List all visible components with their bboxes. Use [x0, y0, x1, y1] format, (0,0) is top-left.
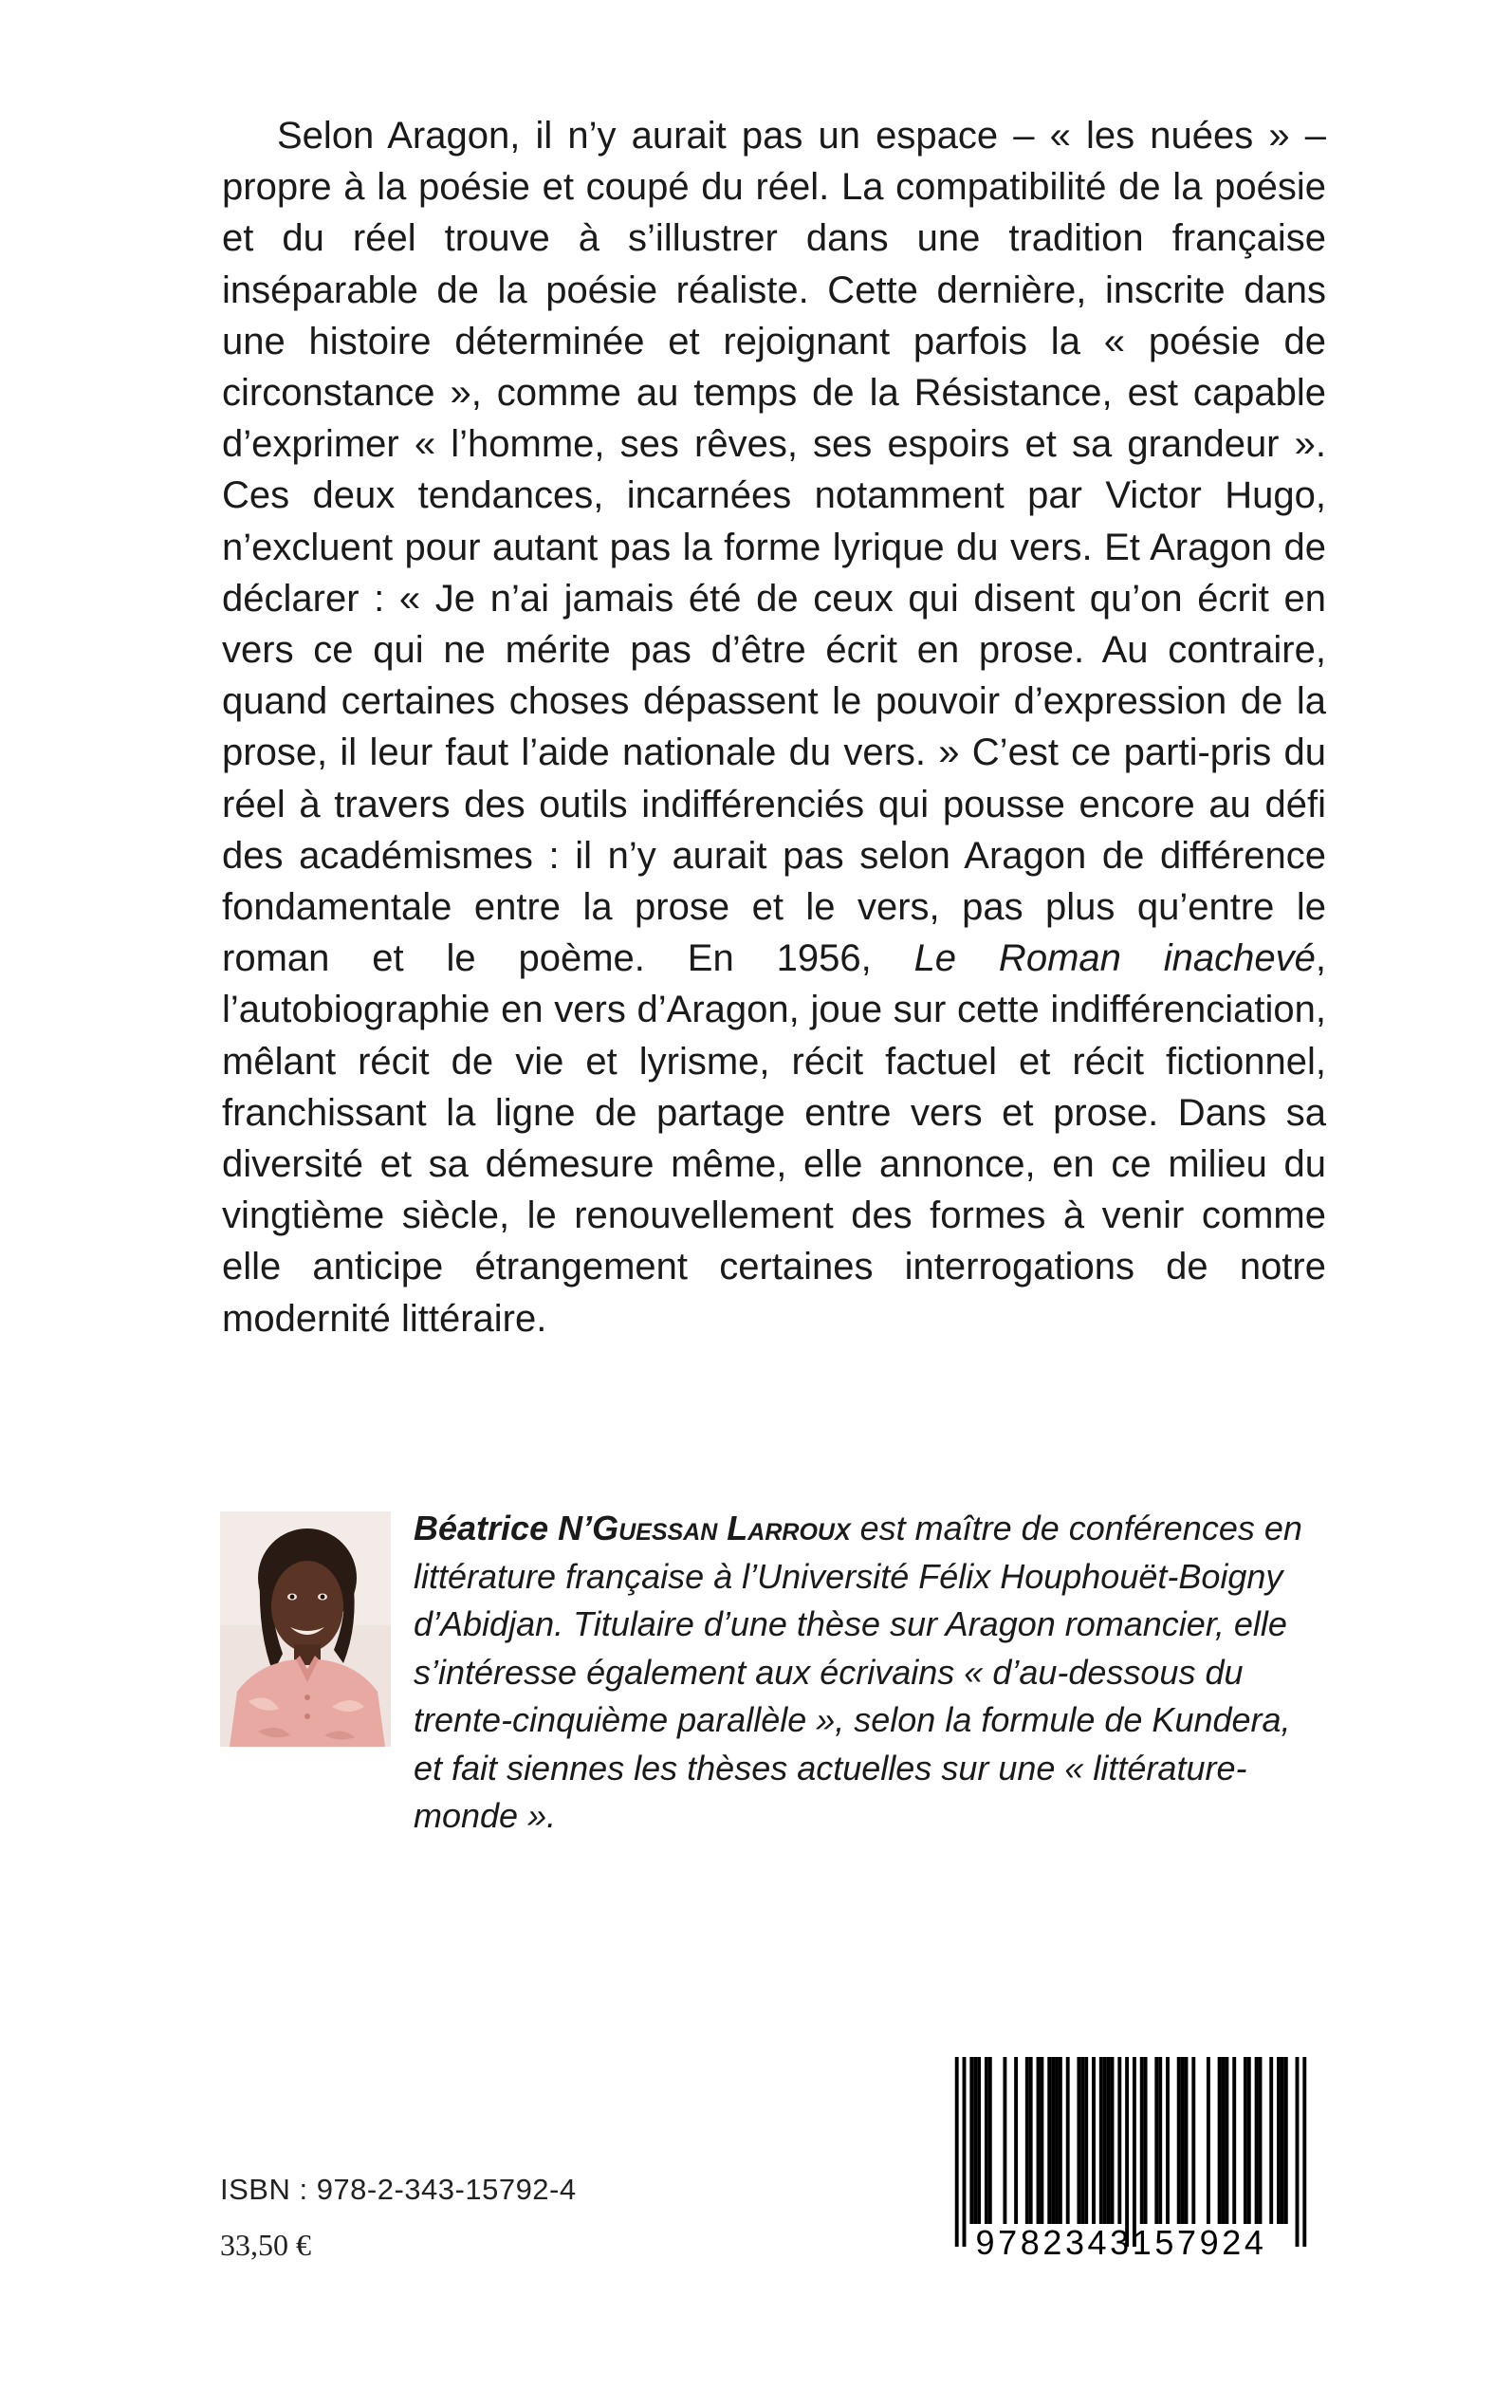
barcode-bar	[1259, 2057, 1263, 2224]
author-first-name: Béatrice N’	[414, 1509, 593, 1547]
summary-text-part1: Selon Aragon, il n’y aurait pas un espace – « les nuées » – propre à la poésie et coupé du réel. La compatibilité de la poésie et du réel trouve à s’illustrer dans une tradition française inséparable de la poésie réaliste. Cette dernière, inscrite dans une histoire déterminée et rejoignant parfois la « poésie de circonstance », comme au temps de la Résistance, est capable d’exprimer « l’homme, ses rêves, ses espoirs et sa grandeur ». Ces deux tendances, incarnées notamment par Victor Hugo, n’excluent pour autant pas la forme lyrique du vers. Et Aragon de déclarer : « Je n’ai jamais été de ceux qui disent qu’on écrit en vers ce qui ne mérite pas d’être écrit en prose. Au contraire, quand certaines choses dépassent le pouvoir d’expression de la prose, il leur faut l’aide nationale du vers. » C’est ce parti-pris du réel à travers des outils indifférenciés qui pousse encore au défi des académismes : il n’y aurait pas selon Aragon de différence fondamentale entre la prose et le vers, pas plus qu’entre le roman et le poème. En 1956,	[222, 115, 1326, 980]
barcode-bar	[955, 2057, 959, 2247]
author-bio-text: est maître de conférences en littérature française à l’Université Félix Houphouët-Boigny d’Abidjan. Titulaire d’une thèse sur Aragon romancier, elle s’intéresse également aux écrivains « d’au-dessous du trente-cinquième parallèle », selon la formule de Kundera, et fait siennes les thèses actuelles sur une « littérature-monde ».	[414, 1509, 1302, 1835]
barcode-bar	[1107, 2057, 1111, 2224]
author-portrait-image	[220, 1511, 391, 1747]
barcode-bar	[1014, 2057, 1018, 2224]
author-name	[414, 1509, 851, 1547]
author-bio	[414, 1505, 1328, 1841]
book-title-italic: Le Roman inachevé	[913, 937, 1316, 980]
barcode-bar	[1296, 2057, 1300, 2247]
barcode-bar	[1302, 2057, 1306, 2247]
barcode-bar	[1025, 2057, 1029, 2224]
barcode-bar	[1232, 2057, 1236, 2224]
barcode-bar	[1154, 2057, 1158, 2224]
barcode-bar	[1255, 2057, 1259, 2224]
barcode-digits: 9782343157924	[975, 2223, 1267, 2262]
barcode-bar	[969, 2057, 973, 2224]
barcode-bar	[1140, 2057, 1144, 2224]
barcode-bar	[1144, 2057, 1148, 2224]
isbn: ISBN : 978-2-343-15792-4	[220, 2173, 577, 2206]
author-photo	[220, 1511, 391, 1747]
barcode-bar	[1218, 2057, 1222, 2224]
barcode-bar	[1047, 2057, 1051, 2224]
barcode-bar	[1177, 2057, 1181, 2224]
barcode-bar	[1191, 2057, 1195, 2224]
barcode-bar	[1166, 2057, 1170, 2224]
barcode-bar	[1185, 2057, 1189, 2224]
barcode-bar	[1080, 2057, 1084, 2224]
barcode-bar	[1040, 2057, 1043, 2224]
barcode-bar	[988, 2057, 992, 2224]
barcode-bar	[985, 2057, 988, 2224]
barcode-bar	[1037, 2057, 1041, 2224]
barcode-bar	[1247, 2057, 1251, 2224]
barcode	[930, 2055, 1313, 2269]
barcode-bar	[1133, 2057, 1136, 2247]
barcode-bar	[1284, 2057, 1288, 2224]
barcode-bar	[1244, 2057, 1247, 2224]
author-last-name: Guessan Larroux	[592, 1509, 851, 1547]
barcode-bar	[1125, 2057, 1129, 2247]
barcode-bar	[1117, 2057, 1121, 2224]
price: 33,50 €	[220, 2228, 311, 2262]
barcode-bar	[1051, 2057, 1055, 2224]
barcode-bar	[1077, 2057, 1080, 2224]
barcode-bar	[1099, 2057, 1103, 2224]
barcode-bar	[1222, 2057, 1226, 2224]
barcode-bar	[1055, 2057, 1059, 2224]
summary-text-part2: , l’autobiographie en vers d’Aragon, joue sur cette indifférenciation, mêlant récit de vie et lyrisme, récit factuel et récit fictionnel, franchissant la ligne de partage entre vers et prose. Dans sa diversité et sa démesure même, elle annonce, en ce milieu du vingtième siècle, le renouvellement des formes à venir comme elle anticipe étrangement certaines interrogations de notre modernité littéraire.	[222, 937, 1326, 1340]
barcode-bar	[1092, 2057, 1096, 2224]
barcode-bar	[977, 2057, 981, 2224]
barcode-bar	[1066, 2057, 1070, 2224]
barcode-bar	[1158, 2057, 1162, 2224]
barcode-bar	[1269, 2057, 1273, 2224]
barcode-bar	[1111, 2057, 1115, 2224]
barcode-bar	[1003, 2057, 1006, 2224]
barcode-bar	[1277, 2057, 1281, 2224]
barcode-bar	[1225, 2057, 1228, 2224]
barcode-bar	[963, 2057, 967, 2247]
barcode-bar	[973, 2057, 977, 2224]
barcode-bar	[1181, 2057, 1185, 2224]
barcode-bar	[1281, 2057, 1284, 2224]
barcode-bar	[1103, 2057, 1107, 2224]
barcode-bar	[1029, 2057, 1033, 2224]
barcode-bar	[1059, 2057, 1062, 2224]
barcode-bar	[1207, 2057, 1210, 2224]
back-cover-summary	[222, 110, 1326, 1344]
barcode-bar	[1084, 2057, 1088, 2224]
